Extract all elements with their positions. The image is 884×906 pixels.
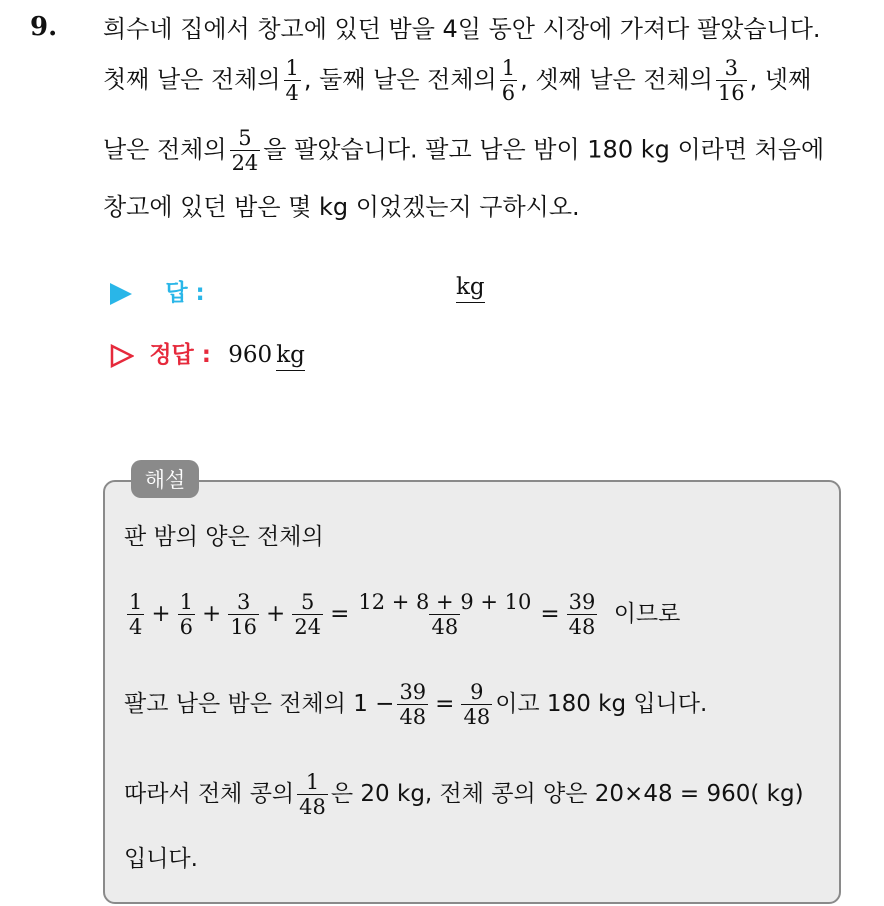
answer-label: 답 : (165, 280, 205, 306)
fraction: $\frac{1}{6}$ (501, 56, 516, 106)
question-text: 날은 전체의 (103, 135, 227, 164)
answer-row (110, 274, 205, 307)
fraction: $\frac{12 + 8 + 9 + 10}{48}$ (358, 590, 532, 640)
solution-text: 이고 180 kg 입니다. (495, 691, 708, 718)
question-line-3 (103, 126, 824, 175)
fraction: $\frac{39}{48}$ (568, 590, 596, 640)
solution-line-1: 판 밤의 양은 전체의 (124, 524, 324, 550)
fraction: $\frac{9}{48}$ (463, 680, 491, 730)
answer-unit: kg (456, 274, 485, 303)
fraction: $\frac{5}{24}$ (231, 126, 259, 176)
solution-tag: 해설 (131, 460, 199, 498)
solution-text: 따라서 전체 콩의 (124, 781, 295, 808)
fraction: $\frac{1}{48}$ (299, 770, 326, 820)
question-text: , 둘째 날은 전체의 (303, 65, 497, 94)
answer-blank[interactable] (456, 274, 485, 300)
play-arrow-icon (110, 283, 132, 305)
fraction: $\frac{3}{16}$ (717, 56, 745, 106)
fraction: $\frac{1}{4}$ (129, 590, 143, 640)
question-text: , 셋째 날은 전체의 (520, 65, 713, 94)
correct-answer-value: 960 (228, 342, 273, 368)
question-line-2 (103, 56, 811, 105)
solution-text: 은 20 kg, 전체 콩의 양은 20×48 = 960( kg) (330, 781, 804, 808)
correct-answer-label: 정답 : (149, 342, 211, 368)
solution-text: 이므로 (613, 601, 681, 628)
question-number: 9. (30, 12, 58, 42)
fraction: $\frac{3}{16}$ (230, 590, 258, 640)
fraction: $\frac{1}{4}$ (285, 56, 299, 106)
solution-line-3: 팔고 남은 밤은 전체의 1 − $\frac{39}{48}$ = $\frac{9}{48}$ 이고 180 kg 입니다. (124, 680, 708, 730)
question-line-4: 창고에 있던 밤은 몇 kg 이었겠는지 구하시오. (103, 193, 580, 221)
question-text: , 넷째 (749, 65, 812, 94)
correct-answer-unit: kg (276, 342, 305, 371)
solution-line-4 (124, 770, 804, 819)
question-text: 을 팔았습니다. 팔고 남은 밤이 180 kg 이라면 처음에 (263, 135, 825, 164)
solution-line-2: $\frac{1}{4}$ + $\frac{1}{6}$ + $\frac{3}{16}$ + $\frac{5}{24}$ = $\frac{12 + 8 + 9 + 10}{48}$ = $\frac{39}{48}$ 이므로 (129, 590, 681, 640)
fraction: $\frac{5}{24}$ (294, 590, 322, 640)
solution-line-5: 입니다. (124, 846, 198, 872)
question-line-1: 희수네 집에서 창고에 있던 밤을 4일 동안 시장에 가져다 팔았습니다. (103, 15, 821, 43)
fraction: $\frac{39}{48}$ (399, 680, 427, 730)
question-text: 첫째 날은 전체의 (103, 65, 281, 94)
correct-answer-row (110, 336, 305, 369)
solution-text: 팔고 남은 밤은 전체의 1 − (124, 691, 395, 718)
fraction: $\frac{1}{6}$ (179, 590, 194, 640)
outline-arrow-icon (110, 344, 134, 368)
